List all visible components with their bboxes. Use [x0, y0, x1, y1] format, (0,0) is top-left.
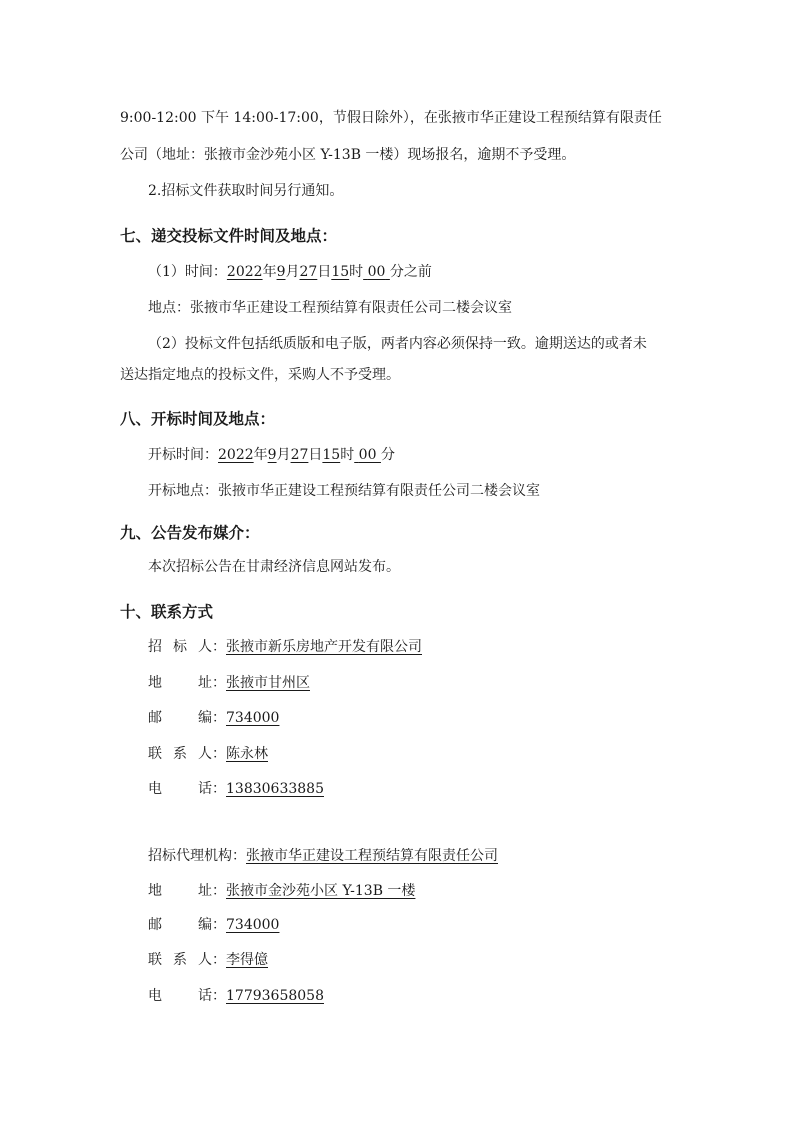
agency-postcode: 734000	[226, 917, 280, 933]
field-label: 邮 编	[148, 917, 212, 933]
agency-phone-row	[148, 986, 324, 1006]
agency-phone: 17793658058	[226, 988, 324, 1004]
agency-postcode-row	[148, 915, 279, 935]
colon: ：	[212, 883, 226, 899]
paragraph-line: 本次招标公告在甘肃经济信息网站发布。	[148, 559, 400, 575]
colon: ：	[212, 952, 226, 968]
agency-address: 张掖市金沙苑小区 Y-13B 一楼	[226, 883, 416, 899]
time-suffix: 分之前	[389, 264, 432, 280]
tenderer-postcode: 734000	[226, 710, 280, 726]
tenderer-phone: 13830633885	[226, 781, 324, 797]
section-heading-10: 十、联系方式	[120, 603, 214, 621]
section-heading-8: 八、开标时间及地点：	[120, 410, 276, 428]
time-prefix: 开标时间：	[148, 447, 218, 463]
colon: ：	[212, 746, 226, 762]
paragraph-line: 送达指定地点的投标文件，采购人不予受理。	[120, 367, 400, 383]
tenderer-postcode-row	[148, 708, 279, 728]
paragraph-line: 2.招标文件获取时间另行通知。	[148, 183, 344, 199]
tenderer-name-row	[148, 637, 422, 657]
colon: ：	[212, 710, 226, 726]
minute-value: 00	[367, 264, 386, 280]
submission-location: 地点：张掖市华正建设工程预结算有限责任公司二楼会议室	[148, 300, 512, 316]
agency-name-row	[148, 846, 498, 866]
hour-unit: 时	[349, 264, 364, 280]
field-label: 招 标 人	[148, 639, 212, 655]
colon: ：	[212, 988, 226, 1004]
time-suffix: 分	[380, 447, 395, 463]
field-label: 联 系 人	[148, 746, 212, 762]
year-unit: 年	[262, 264, 277, 280]
agency-name: 张掖市华正建设工程预结算有限责任公司	[246, 848, 498, 864]
year-value: 2022	[226, 264, 263, 280]
month-unit: 月	[285, 264, 300, 280]
field-label: 电 话	[148, 988, 212, 1004]
agency-contact-row	[148, 950, 268, 970]
tenderer-name: 张掖市新乐房地产开发有限公司	[226, 639, 422, 655]
hour-value: 15	[322, 447, 341, 463]
section-heading-9: 九、公告发布媒介：	[120, 524, 260, 542]
colon: ：	[212, 917, 226, 933]
minute-value: 00	[358, 447, 377, 463]
year-unit: 年	[253, 447, 268, 463]
colon: ：	[212, 781, 226, 797]
opening-location: 开标地点：张掖市华正建设工程预结算有限责任公司二楼会议室	[148, 483, 540, 499]
time-prefix: （1）时间：	[148, 264, 227, 280]
paragraph-line: 9:00-12:00 下午 14:00-17:00，节假日除外），在张掖市华正建设工程预结算有限责任	[120, 110, 662, 126]
tenderer-address-row	[148, 673, 310, 693]
colon: ：	[212, 639, 226, 655]
agency-address-row	[148, 881, 415, 901]
hour-unit: 时	[340, 447, 355, 463]
day-unit: 日	[317, 264, 332, 280]
hour-value: 15	[331, 264, 350, 280]
month-value: 9	[276, 264, 286, 280]
month-unit: 月	[276, 447, 291, 463]
field-label: 地 址	[148, 675, 212, 691]
colon: ：	[212, 675, 226, 691]
field-label: 联 系 人	[148, 952, 212, 968]
field-label: 电 话	[148, 781, 212, 797]
tenderer-contact: 陈永林	[226, 746, 268, 762]
year-value: 2022	[218, 447, 254, 463]
submission-time	[148, 262, 432, 282]
day-value: 27	[290, 447, 309, 463]
opening-time	[148, 445, 395, 465]
field-label: 邮 编	[148, 710, 212, 726]
field-label: 招标代理机构	[148, 848, 232, 864]
field-label: 地 址	[148, 883, 212, 899]
month-value: 9	[267, 447, 277, 463]
paragraph-line: 公司（地址：张掖市金沙苑小区 Y-13B 一楼）现场报名，逾期不予受理。	[120, 147, 576, 163]
tenderer-phone-row	[148, 779, 324, 799]
section-heading-7: 七、递交投标文件时间及地点：	[120, 227, 338, 245]
paragraph-line: （2）投标文件包括纸质版和电子版，两者内容必须保持一致。逾期送达的或者未	[148, 336, 647, 352]
colon: ：	[232, 848, 246, 864]
tenderer-contact-row	[148, 744, 268, 764]
tenderer-address: 张掖市甘州区	[226, 675, 310, 691]
day-unit: 日	[308, 447, 323, 463]
day-value: 27	[299, 264, 318, 280]
agency-contact: 李得億	[226, 952, 268, 968]
